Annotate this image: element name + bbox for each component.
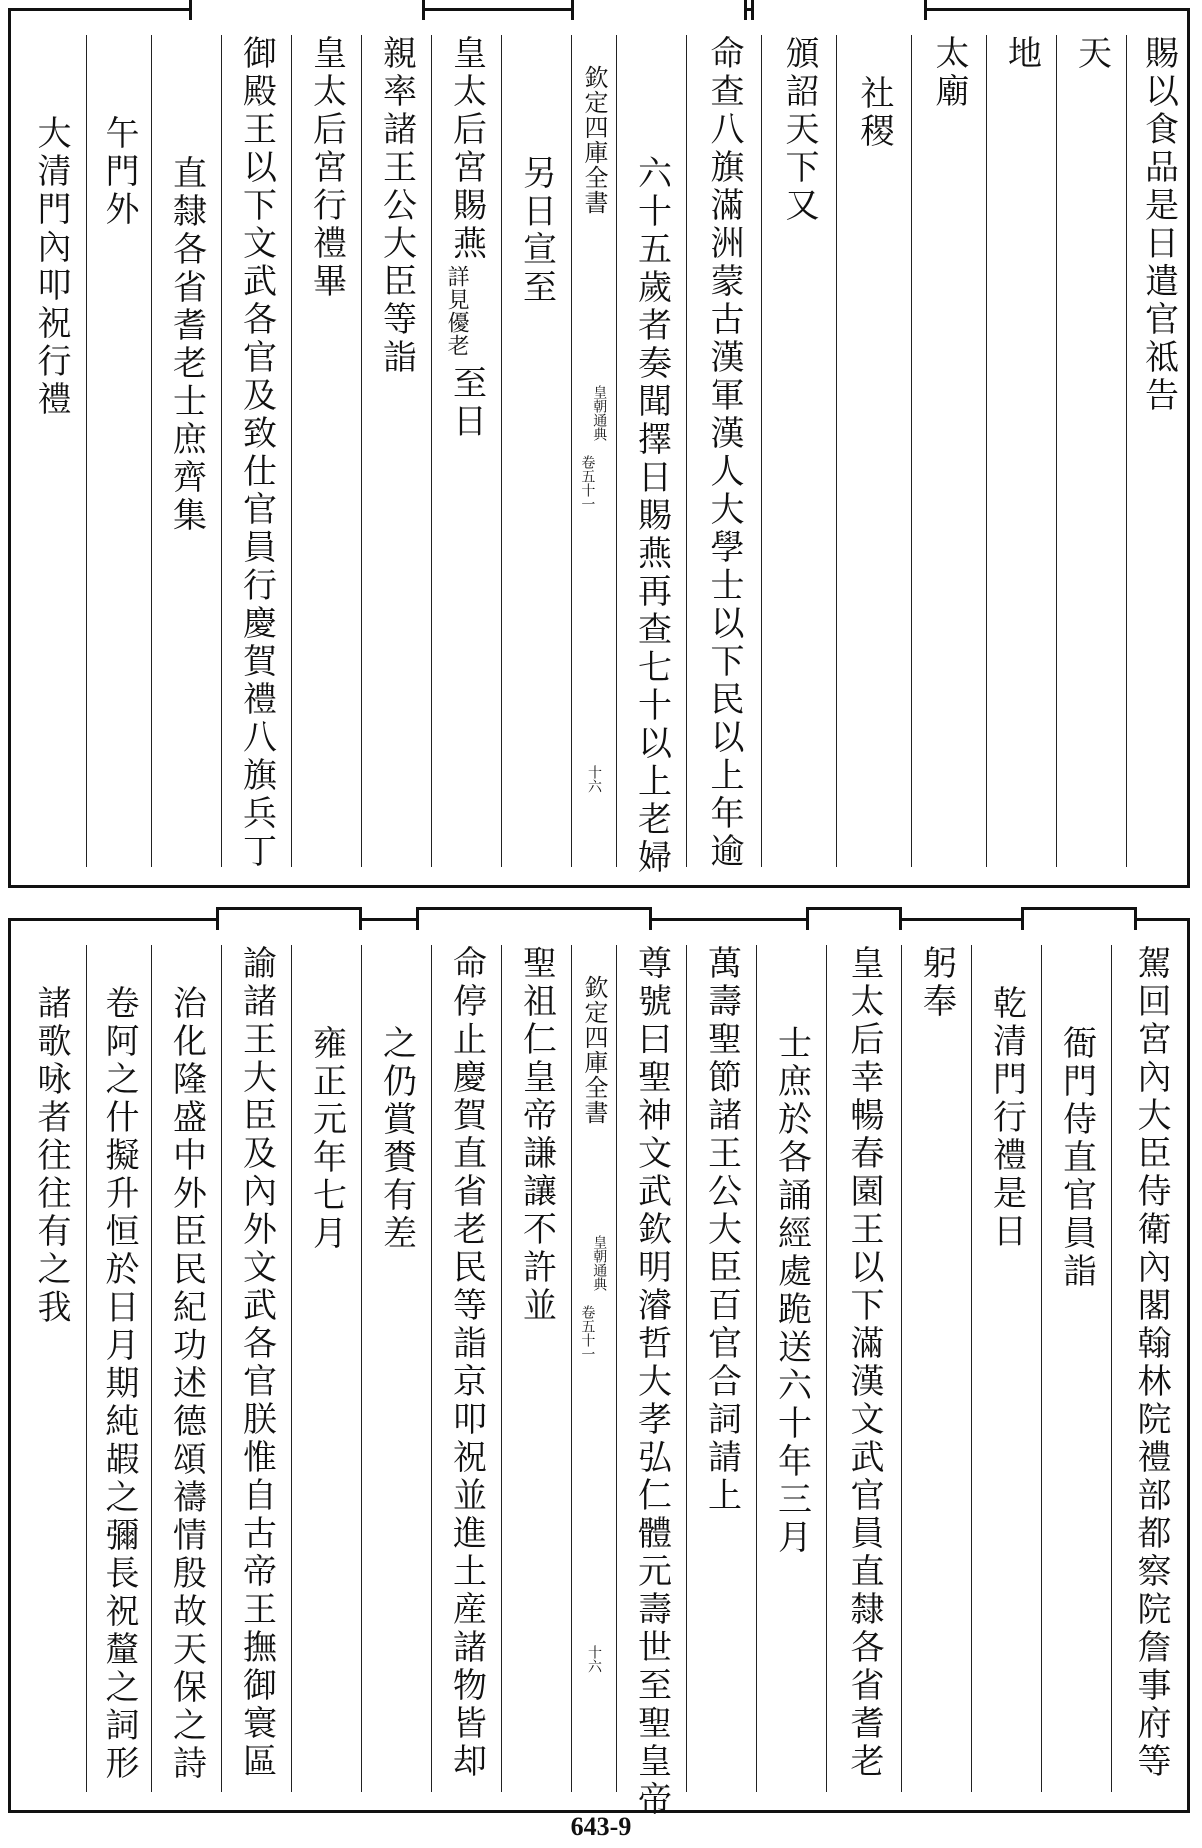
page-footer-number: 643-9 [570,1812,632,1841]
header-tab [751,0,927,20]
text-column [761,35,836,867]
volume-number: 卷五十一 [579,1305,596,1361]
text-column [826,945,901,1792]
text-column [86,945,151,1792]
column-text: 天 [1071,35,1112,73]
text-column [616,35,686,877]
text-column [361,35,431,867]
text-column [431,945,501,1792]
text-column [291,945,361,1792]
column-text: 另日宣至 [516,155,557,307]
column-text: 皇太后宮賜燕 [446,35,487,263]
column-text: 之仍賞賚有差 [376,1025,417,1253]
column-text: 皇太后幸暢春園王以下滿漢文武官員直隸各省耆老 [844,945,884,1781]
column-text: 士庶於各誦經處跪送六十年三月 [771,1025,812,1557]
bottom-page-panel [8,918,1190,1819]
column-text: 命停止慶賀直省老民等詣京叩祝並進土産諸物皆却 [446,945,487,1781]
column-text: 賜以食品是日遣官祗告 [1138,35,1179,415]
volume-number: 卷五十一 [579,455,596,511]
collection-title: 欽定四庫全書 [580,65,608,215]
book-title: 皇朝通典 [591,385,608,441]
column-text: 雍正元年七月 [306,1025,347,1253]
text-column [501,945,571,1792]
column-text: 大清門內叩祝行禮 [31,115,71,419]
column-text: 地 [1001,35,1042,73]
text-column [756,945,826,1792]
text-column [16,945,86,1792]
header-tab [216,907,362,930]
column-text: 尊號曰聖神文武欽明濬哲大孝弘仁體元壽世至聖皇帝 [631,945,672,1819]
text-column [686,945,756,1792]
text-column [16,35,86,867]
column-text: 萬壽聖節諸王公大臣百官合詞請上 [701,945,742,1515]
top-page-panel [8,8,1190,888]
column-text: 頒詔天下又 [779,35,819,225]
column-text-tail: 至日 [446,365,487,441]
page-number: 十六 [586,1645,602,1673]
text-column [151,35,221,867]
annotation-note: 詳見優老 [444,265,470,357]
text-column [1126,35,1190,867]
column-text: 御殿王以下文武各官及致仕官員行慶賀禮八旗兵丁 [236,35,277,871]
text-column [911,35,986,867]
header-tab [1021,907,1137,930]
column-text: 治化隆盛中外臣民紀功述德頌禱情殷故天保之詩 [166,985,207,1783]
text-column [151,945,221,1792]
header-tab [416,907,652,930]
text-column [971,945,1041,1792]
column-text: 駕回宮內大臣侍衛內閣翰林院禮部都察院詹事府等 [1131,945,1171,1781]
text-column [1056,35,1126,867]
text-column [361,945,431,1792]
text-column [1041,945,1111,1792]
page-number: 十六 [586,765,602,793]
text-column [501,35,571,867]
column-text: 太廟 [929,35,969,111]
header-tab [189,0,425,20]
column-text: 聖祖仁皇帝謙讓不許並 [516,945,557,1325]
column-text: 衙門侍直官員詣 [1056,1025,1097,1291]
book-title: 皇朝通典 [591,1235,608,1291]
header-tab [571,0,747,20]
column-text: 諸歌咏者往往有之我 [31,985,71,1327]
column-text: 諭諸王大臣及內外文武各官朕惟自古帝王撫御寰區 [236,945,277,1781]
text-column [836,35,911,867]
column-text: 卷阿之什擬升恒於日月期純嘏之彌長祝釐之詞形 [99,985,139,1783]
text-column [901,945,971,1792]
text-column [291,35,361,867]
text-column [616,945,686,1819]
column-text: 直隸各省耆老士庶齊集 [166,155,207,535]
header-tab [806,907,902,930]
center-gutter [571,35,616,867]
text-column [1111,945,1190,1792]
column-text: 午門外 [99,115,139,229]
column-text: 社稷 [854,75,894,151]
column-text: 乾清門行禮是日 [986,985,1027,1251]
column-text: 皇太后宮行禮畢 [306,35,347,301]
column-text: 命查八旗滿洲蒙古漢軍漢人大學士以下民以上年逾 [704,35,744,871]
text-column [686,35,761,871]
text-column [221,945,291,1792]
column-text: 六十五歲者奏聞擇日賜燕再查七十以上老婦 [631,155,672,877]
text-column [431,35,501,867]
column-text: 親率諸王公大臣等詣 [376,35,417,377]
center-gutter [571,945,616,1792]
text-column [86,35,151,867]
column-text: 躬奉 [916,945,957,1021]
collection-title: 欽定四庫全書 [580,975,608,1125]
text-column [986,35,1056,867]
text-column [221,35,291,871]
